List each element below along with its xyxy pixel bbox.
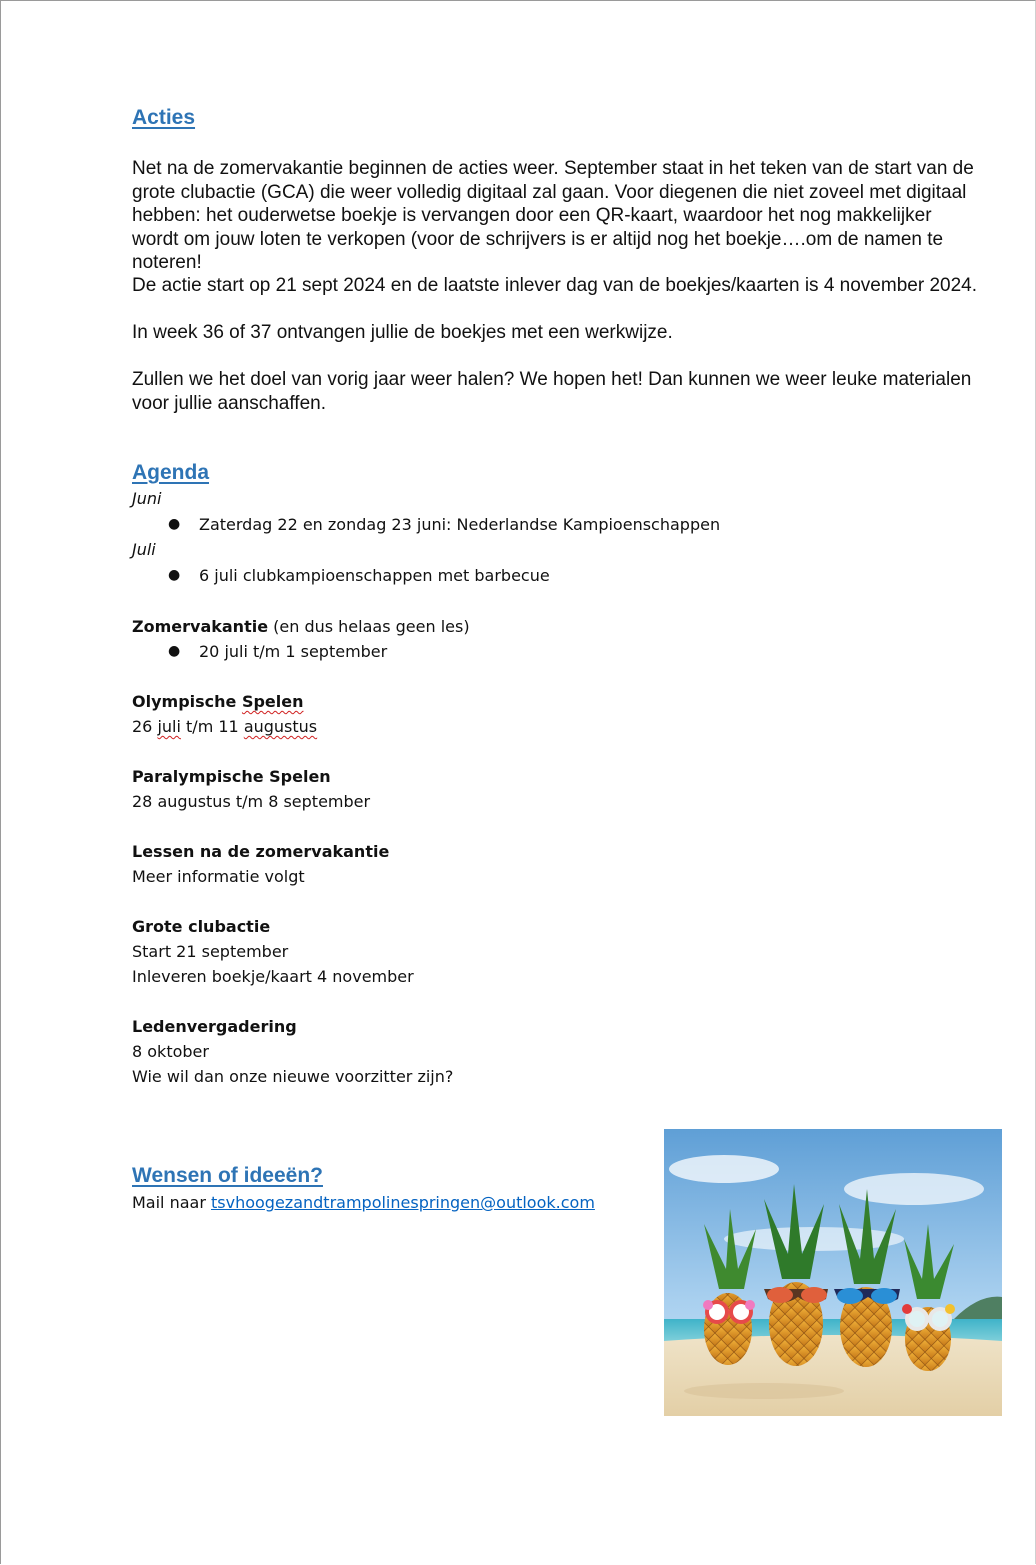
bullet-icon: ● (168, 516, 181, 532)
olympische-spelen-dates (132, 714, 317, 739)
zomervakantie-title: Zomervakantie (132, 617, 269, 636)
grote-clubactie-title: Grote clubactie (132, 917, 271, 936)
lessen-info: Meer informatie volgt (132, 867, 305, 886)
paralympische-spelen-title: Paralympische Spelen (132, 767, 331, 786)
bullet-icon: ● (168, 567, 181, 583)
ledenvergadering-date: 8 oktober (132, 1042, 209, 1061)
bullet-icon: ● (168, 643, 181, 659)
acties-paragraph-2: De actie start op 21 sept 2024 en de laatste inlever dag van de boekjes/kaarten is 4 november 2024. (132, 275, 977, 296)
mail-prefix: Mail naar (132, 1193, 211, 1212)
acties-heading: Acties (132, 106, 196, 129)
acties-paragraph-4: Zullen we het doel van vorig jaar weer halen? We hopen het! Dan kunnen we weer leuke materialen voor jullie aanschaffen. (132, 369, 972, 414)
acties-paragraph-1: Net na de zomervakantie beginnen de acties weer. September staat in het teken van de start van de grote clubactie (GCA) die weer volledig digitaal zal gaan. Voor diegenen die niet zoveel met digitaal hebben: het ouderwetse boekje is vervangen door een QR-kaart, waardoor het nog makkelijker wordt om jouw loten te verkopen (voor de schrijvers is er altijd nog het boekje….om de namen te noteren! (132, 158, 974, 273)
agenda-heading: Agenda (132, 461, 210, 484)
lessen-title: Lessen na de zomervakantie (132, 842, 390, 861)
month-juli: Juli (132, 540, 156, 559)
agenda-item-zomervakantie: 20 juli t/m 1 september (199, 642, 388, 661)
acties-paragraph-3: In week 36 of 37 ontvangen jullie de boekjes met een werkwijze. (132, 322, 673, 343)
spelen-spellcheck-word: Spelen (241, 692, 304, 711)
olympische-title-part: Olympische (132, 692, 242, 711)
agenda-item-juni: Zaterdag 22 en zondag 23 juni: Nederlandse Kampioenschappen (199, 515, 721, 534)
email-link[interactable]: tsvhoogezandtrampolinespringen@outlook.com (211, 1193, 595, 1212)
wensen-heading: Wensen of ideeën? (132, 1164, 323, 1187)
olympische-spelen-title (132, 689, 304, 714)
date-part: 26 (132, 717, 158, 736)
augustus-spellcheck-word: augustus (243, 717, 318, 736)
paralympische-spelen-dates: 28 augustus t/m 8 september (132, 792, 371, 811)
zomervakantie-line (132, 614, 470, 639)
grote-clubactie-start: Start 21 september (132, 942, 289, 961)
zomervakantie-note: (en dus helaas geen les) (268, 617, 470, 636)
ledenvergadering-title: Ledenvergadering (132, 1017, 297, 1036)
pineapples-beach-photo (664, 1129, 1002, 1416)
grote-clubactie-inleveren: Inleveren boekje/kaart 4 november (132, 967, 414, 986)
date-part: t/m 11 (180, 717, 244, 736)
agenda-item-juli: 6 juli clubkampioenschappen met barbecue (199, 566, 550, 585)
month-juni: Juni (132, 489, 162, 508)
mail-line (132, 1190, 595, 1215)
juli-spellcheck-word: juli (157, 717, 181, 736)
ledenvergadering-question: Wie wil dan onze nieuwe voorzitter zijn? (132, 1067, 454, 1086)
